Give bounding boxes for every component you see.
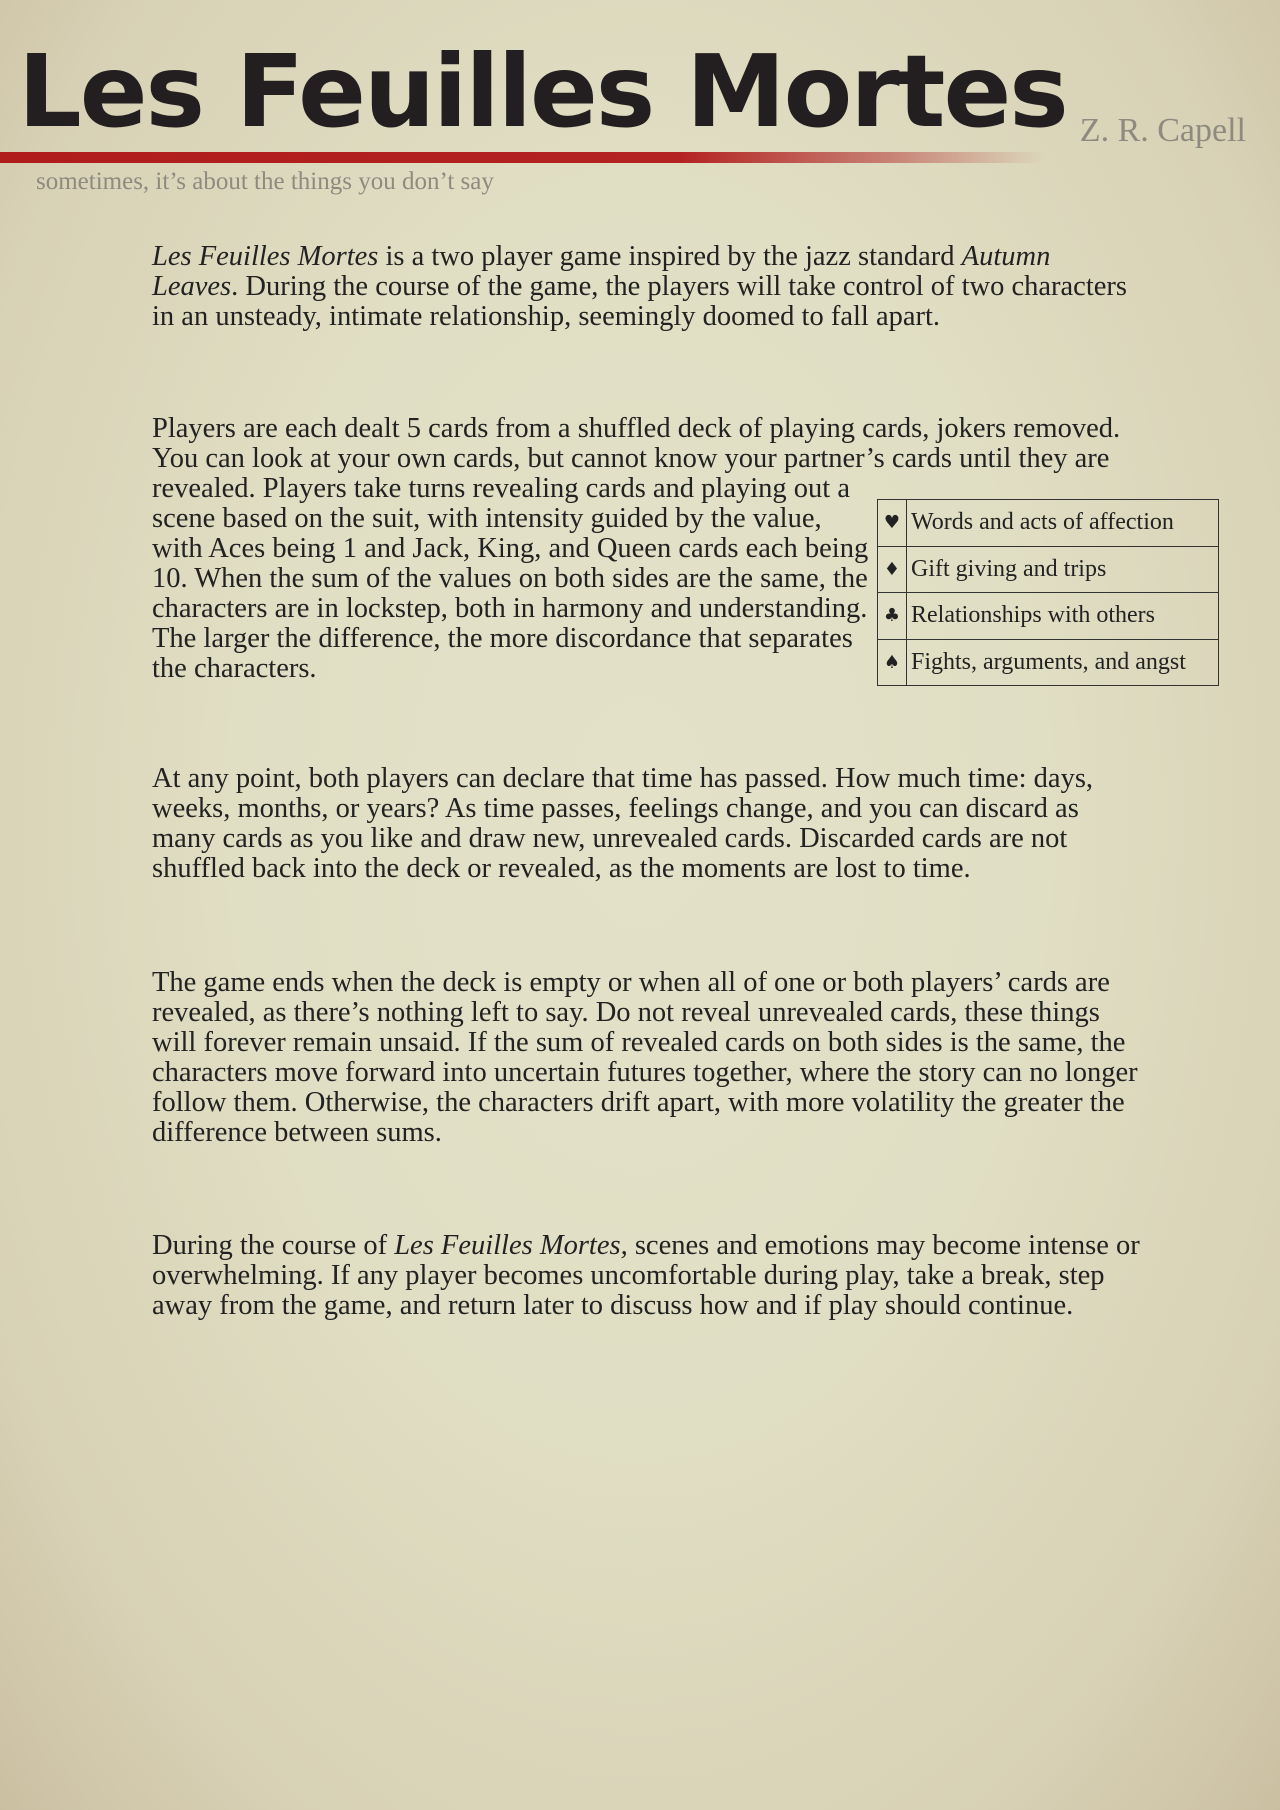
subtitle-tagline: sometimes, it’s about the things you don’t say — [36, 168, 494, 195]
suit-row-spades — [878, 639, 1219, 686]
suit-label: Fights, arguments, and angst — [907, 639, 1219, 686]
intro-paragraph — [152, 242, 1142, 332]
intro-text-2: . During the course of the game, the players will take control of two characters in an unsteady, intimate relationship, seemingly doomed to fall apart. — [152, 271, 1127, 332]
game-end-paragraph: The game ends when the deck is empty or when all of one or both players’ cards are revealed, as there’s nothing left to say. Do not reveal unrevealed cards, these things will forever remain unsaid. If the sum of revealed cards on both sides is the same, the characters move forward into uncertain futures together, where the story can no longer follow them. Otherwise, the characters drift apart, with more volatility the greater the difference between sums. — [152, 967, 1138, 1148]
suit-meaning-table — [877, 499, 1219, 686]
time-passing-paragraph: At any point, both players can declare that time has passed. How much time: days, weeks, months, or years? As time passes, feelings change, and you can discard as many cards as you like and draw new, unrevealed cards. Discarded cards are not shuffled back into the deck or revealed, as the moments are lost to time. — [152, 763, 1094, 884]
suit-label: Relationships with others — [907, 593, 1219, 640]
suit-label: Words and acts of affection — [907, 500, 1219, 547]
suit-label: Gift giving and trips — [907, 546, 1219, 593]
page-title: Les Feuilles Mortes — [18, 33, 1067, 150]
title-underline-rule — [0, 152, 1045, 163]
game-title-italic: Les Feuilles Mortes, — [394, 1230, 628, 1261]
author-name: Z. R. Capell — [1079, 112, 1246, 149]
song-title-italic: Autumn Leaves — [152, 241, 1051, 302]
diamond-icon: ♦ — [878, 546, 907, 593]
suit-row-clubs — [878, 593, 1219, 640]
suit-row-diamonds — [878, 546, 1219, 593]
club-icon: ♣ — [878, 593, 907, 640]
safety-text-2: scenes and emotions may become intense or overwhelming. If any player becomes uncomfortable during play, take a break, step away from the game, and return later to discuss how and if play should continue. — [152, 1230, 1140, 1321]
heart-icon: ♥ — [878, 500, 907, 547]
safety-text-1: During the course of — [152, 1230, 395, 1261]
suit-row-hearts — [878, 500, 1219, 547]
rules-text-narrow: revealed. Players take turns revealing cards and playing out a scene based on the suit, with intensity guided by the value, with Aces being 1 and Jack, King, and Queen cards each being 10. When the sum of the values on both sides are the same, the characters are in lockstep, both in harmony and understanding. The larger the difference, the more discordance that separates the characters. — [152, 473, 869, 684]
game-title-italic: Les Feuilles Mortes — [152, 241, 379, 272]
safety-paragraph — [152, 1231, 1142, 1321]
spade-icon: ♠ — [878, 639, 907, 686]
rules-text-wide: Players are each dealt 5 cards from a shuffled deck of playing cards, jokers removed. You can look at your own cards, but cannot know your partner’s cards until they are — [152, 413, 1121, 474]
intro-text-1: is a two player game inspired by the jazz standard — [378, 241, 962, 272]
